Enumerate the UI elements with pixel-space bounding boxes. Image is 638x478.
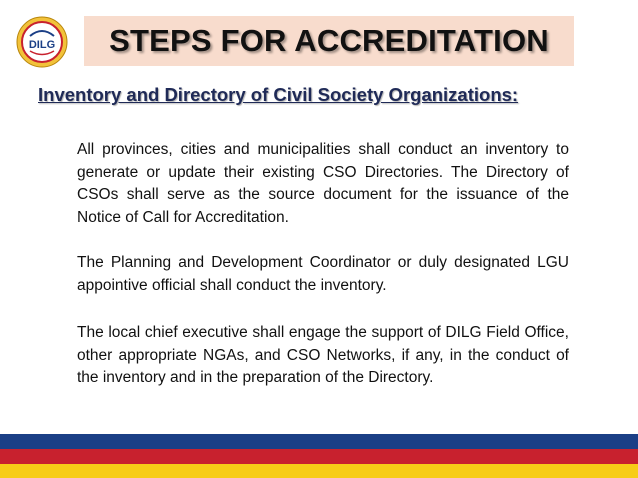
paragraph-inventory: All provinces, cities and municipalities shall conduct an inventory to generate or update their existing CSO Directories. The Directory of CSOs shall serve as the source document for the issuance of the Notice of Call for Accreditation. [77,141,569,226]
title-banner [84,16,574,66]
footer-stripe-blue [0,434,638,449]
paragraph-coordinator: The Planning and Development Coordinator or duly designated LGU appointive official shall conduct the inventory. [77,254,569,294]
footer-stripe-yellow [0,464,638,478]
footer-stripe-red [0,449,638,464]
logo-text: DILG [28,39,56,51]
section-heading: Inventory and Directory of Civil Society Organizations: [38,84,519,105]
slide-title: STEPS FOR ACCREDITATION [109,23,549,58]
dilg-seal-logo [16,16,68,68]
paragraph-lce-support: The local chief executive shall engage the support of DILG Field Office, other appropriate NGAs, and CSO Networks, if any, in the conduct of the inventory and in the preparation of the Directory. [77,324,569,386]
